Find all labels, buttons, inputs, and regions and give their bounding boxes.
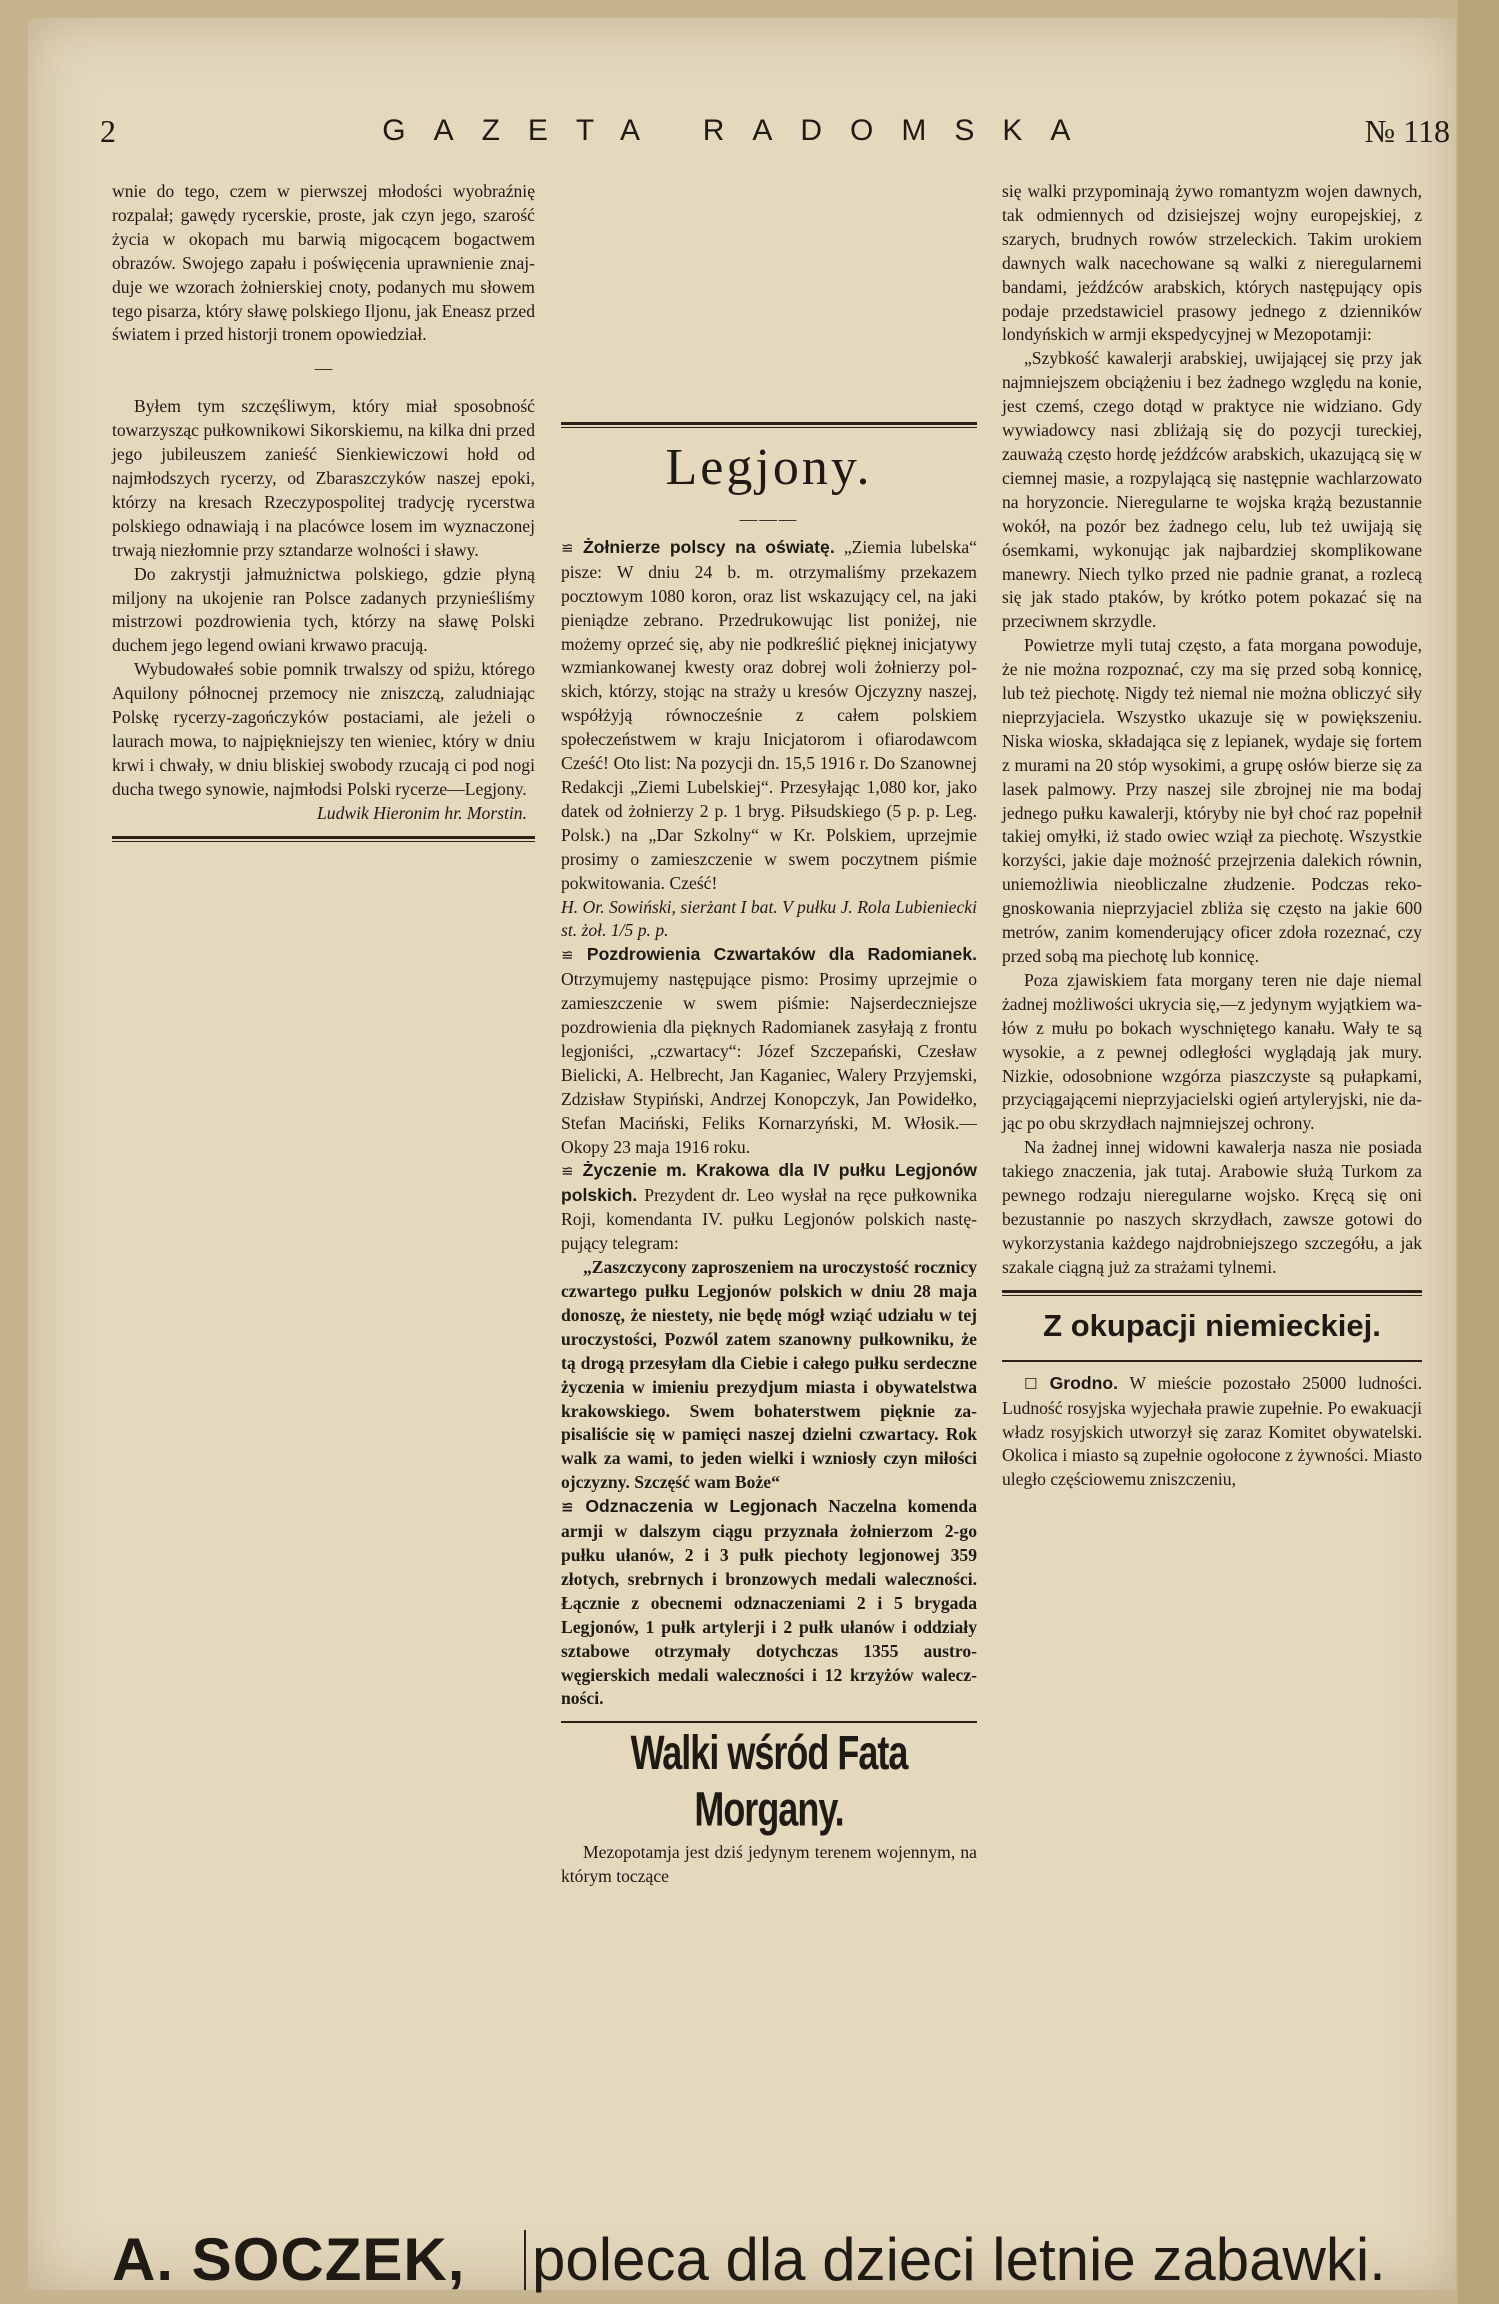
news-text: „Ziemia lubelska“ pisze: W dniu 24 b. m. otrzymaliśmy przekazem pocztowym 1080 koron, oraz list wskazujący cel, na jaki pieniądze zebrano. Przedrukowując list poniżej, nie możemy oprzeć się, aby nie podkreślić pięknej inicjatywy wzmiankowanej kwesty oraz dobrej woli żołnierzy polskich, którzy, stojąc na straży u kresów Ojczyzny naszej, współżyją równocześnie z całem polskiem społeczeństwem w kraju Inicjatorom i ofiarodawcom Cześć! Oto list: Na pozycji dn. 15,5 1916 r. Do Szanownej Redakcji „Ziemi Lubelskiej“. Przesyłając 1,080 kor, jako datek od żołnierzy 2 p. 1 bryg. Piłsudskiego (5 p. p. Leg. Polsk.) na „Dar Szkolny“ w Kr. Polskiem, uprzejmie prosimy o zamieszczenie w swem poczytnem piśmie pokwitowania. Cześć!: [561, 536, 977, 893]
section-rule: [1002, 1290, 1422, 1296]
column-left: [112, 180, 535, 852]
article-paragraph: Mezopotamja jest dziś jedynym terenem wojennym, na którym toczące: [561, 1842, 977, 1887]
article-paragraph: się walki przypominają żywo romantyzm wojen dawnych, tak odmiennych od dzisiejszej wojny europejskiej, z szarych, brudnych rowów strzeleckich. Takim urokiem dawnych walk nacechowane są walki z nieregularnemi bandami, jeźdźców arabskich, których następujący opis podaje przedstawiciel prasowy jednego z dzienników londyńskich w armji ekspedycyjnej w Mezopotamji:: [1002, 181, 1422, 345]
telegram-quote: „Zaszczycony zaproszeniem na uroczystość rocznicy czwartego pułku Legjonów polskich w dniu 28 maja donoszę, że niestety, nie będę mógł wziąć udziału w tej uroczystości, Pozwól zatem szanowny pułkowniku, że tą drogą przesyłam dla Ciebie i całego pułku serdeczne życzenia w imieniu prezydjum miasta i obywatelstwa krakowskiego. Swem bohaterstwem pięknie zapisaliście się w pamięci naszej dzielni czwartacy. Rok walk za wami, to jeden wielki i wzniosły czyn miłości ojczyzny. Szczęść wam Boże“: [561, 1257, 977, 1493]
section-rule: [1002, 1360, 1422, 1362]
paragraph-mark-icon: ≌: [561, 1162, 583, 1181]
advert-brand: A. SOCZEK,: [112, 2226, 466, 2293]
masthead: [100, 106, 1450, 156]
article-paragraph: Wybudowałeś sobie pomnik trwalszy od spiżu, którego Aquilony północnej przemocy nie zniszczą, zaludniając Polskę rycerzy-zagończyków postaciami, ale jeżeli o laurach mowa, to najpiękniejszy ten wieniec, który w dniu krwi i chwały, w dniu bliskiej swobody rzucają ci pod nogi ducha twego synowie, najmłodsi Polski rycerze—Legjony.: [112, 659, 535, 799]
article-paragraph: Powietrze myli tutaj często, a fata morgana powoduje, że nie można rozpoznać, czy ma się przed sobą konnicę, lub też piechotę. Nigdy też niemal nie można obliczyć siły nieprzyjaciela. Wszystko ukazuje się w powiększeniu. Niska wioska, składająca się z lepianek, wydaje się fortem z murami na 20 stóp wysokimi, a grupę osłów bierze się za lasek palmowy. Przy naszej sile zbrojnej nie ma bodaj jednego pułku kawalerji, któryby nie był choć raz popełnił takiej omyłki, iż stado owiec wziął za piechotę. Wszystkie korzyści, jakie daje możność przejrzenia dalekich równin, uniemożliwia nieobliczalne złudzenie. Podczas rekognoskowania nieprzyjaciel zbliża się często na jakie 600 metrów, zanim komenderujący oficer zdoła rozeznać, czy przed sobą ma piechotę lub konnicę.: [1002, 635, 1422, 966]
column-rule: [112, 836, 535, 842]
advert-tagline: poleca dla dzieci letnie zabawki.: [532, 2226, 1386, 2293]
news-lead: Odznaczenia w Legjonach: [585, 1496, 818, 1517]
article-signature: Ludwik Hieronim hr. Morstin.: [317, 802, 527, 823]
news-lead: Pozdrowienia Czwartaków dla Radomianek.: [586, 944, 977, 965]
article-paragraph: wnie do tego, czem w pierwszej młodości wyobraźnię rozpalał; gawędy rycerskie, proste, jak czyn jego, szarość życia w okopach mu barwią migocącem bogactwem obrazów. Swojego zapału i poświęcenia uprawnienie znajduje we wzorach żołnierskiej cnoty, podanych mu słowem tego pisarza, który sławę polskiego Iljonu, jak Eneasz przed światem i przed historji tronem opowiedział.: [112, 181, 535, 345]
paragraph-mark-icon: ≌: [561, 946, 587, 965]
news-text: W mieście pozostało 25000 ludności. Ludność rosyjska wyjechała prawie zupełnie. Po ewakuacji władz rosyjskich utworzył się zaraz Komitet obywatelski. Okolica i miasto są zupełnie ogołocone z żywności. Miasto uległo częściowemu zniszczeniu,: [1002, 1372, 1422, 1490]
section-headline: Legjony.: [665, 439, 873, 496]
section-dash: —: [314, 358, 333, 379]
news-lead: Żołnierze polscy na oświatę.: [583, 536, 835, 557]
news-lead: Życzenie m. Krakowa dla IV pułku Legjonów polskich.: [561, 1160, 977, 1206]
issue-number: № 118: [1364, 112, 1450, 149]
section-headline: Z okupacji niemieckiej.: [1043, 1307, 1381, 1343]
article-paragraph: Na żadnej innej widowni kawalerja nasza nie posiada takiego znaczenia, jak tutaj. Arabowie służą Turkom za pewnego rodzaju nieregularne wojsko. Kręcą się oni bezustannie po naszych skrzydłach, zawsze gotowi do wykorzystania każdego najdrobniejszego szczegółu, a jak szakale ciągną już za strażami tylnemi.: [1002, 1137, 1422, 1277]
article-paragraph: Do zakrystji jałmużnictwa polskiego, gdzie płyną miljony na ukojenie ran Polsce zadanych przynieśliśmy mistrzowi pozdrowienia tych, którzy na sławę Polski duchem jego legend owiani krwawo pracują.: [112, 563, 535, 656]
article-paragraph: Poza zjawiskiem fata morgany teren nie daje niemal żadnej możliwości ukrycia się,—z jedynym wyjątkiem wałów z mułu po bokach wyschniętego kanału. Wały te są wysokie, a z pewnej odległości wyglądają jak mury. Nizkie, odosobnione wzgórza piaszczyste są pułapkami, przyciągającemi nieprzyjacielski ogień artyleryjski, nie dając po obu skrzydłach najmniejszej ochrony.: [1002, 969, 1422, 1134]
adjacent-page-edge: [1458, 0, 1499, 2304]
news-text: Prezydent dr. Leo wysłał na ręce pułkownika Roji, komendanta IV. pułku Legjonów polskich następujący telegram:: [561, 1185, 977, 1254]
ornament-divider: ―――: [739, 509, 799, 529]
checkbox-mark-icon: ☐: [1024, 1374, 1050, 1393]
paragraph-mark-icon: ≌: [561, 1498, 586, 1517]
column-right: [1002, 180, 1422, 1492]
news-signature: H. Or. Sowiński, sierżant I bat. V pułku J. Rola Lubieniecki st. żoł. 1/5 p. p.: [561, 896, 977, 941]
column-middle: [561, 180, 977, 1889]
news-text: Otrzymujemy następujące pismo: Prosimy uprzejmie o zamieszczenie w swem piśmie: Najserdeczniejsze pozdrowienia dla pięknych Radomianek zasyłają z frontu legjoniści, „czwartacy“: Józef Szczepański, Czesław Bielicki, A. Helbrecht, Jan Kaganiec, Walery Przyjemski, Zdzisław Stypiński, Andrzej Konopczyk, Jan Powidełko, Stefan Maciński, Feliks Kornarzyński, M. Włosik.—Okopy 23 maja 1916 roku.: [561, 969, 977, 1157]
article-paragraph: Byłem tym szczęśliwym, który miał sposobność towarzysząc pułkownikowi Sikorskiemu, na kilka dni przed jego jubileuszem zanieść Sienkiewiczowi hołd od najmłodszych rycerzy, od Zbaraszczyków naszej epoki, którzy na kresach Rzeczypospolitej tradycję rycerstwa polskiego odnawiają i na placówce losem im wyznaczonej trwają niezłomnie przy sztandarze wolności i sławy.: [112, 396, 535, 560]
advertisement-banner: [112, 2226, 1422, 2294]
newspaper-title: GAZETA RADOMSKA: [382, 114, 1099, 147]
paragraph-mark-icon: ≌: [561, 538, 584, 557]
section-rule: [561, 1721, 977, 1723]
page-number: 2: [100, 112, 116, 149]
article-headline: Walki wśród Fata Morgany.: [630, 1724, 908, 1837]
news-lead: Grodno.: [1049, 1372, 1119, 1393]
news-text: Naczelna komenda armji w dalszym ciągu przyznała żołnierzom 2-go pułku ułanów, 2 i 3 pułk piechoty legjonowej 359 złotych, srebrnych i bronzowych medali waleczności. Łącznie z obecnemi odznaczeniami 2 i 5 brygada Legjonów, 1 pułk artylerji i 2 pułk ułanów i oddziały sztabowe otrzymały dotychczas 1355 austro-węgierskich medali waleczności i 12 krzyżów waleczności.: [561, 1496, 977, 1709]
article-paragraph: „Szybkość kawalerji arabskiej, uwijającej się przy jak najmniejszem obciążeniu i bez żadnego względu na konie, jest czemś, czego dotąd w praktyce nie widziano. Gdy wywiadowcy nasi zbliżają się do pozycji tureckiej, zauważą często hordę jeźdźców arabskich, ukazującą się w ciemnej masie, a rozpylającą się następnie wachlarzowato na horyzoncie. Nieregularne te wojska krążą bezustannie wokół, na pozór bez żadnego celu, lub też uwijają się ósemkami, wykonując jak najbardziej skomplikowane manewry. Niech tylko przed nie padnie granat, a rozlecą się jak stado ptaków, by krótko potem pokazać się na przeciwnem skrzydle.: [1002, 348, 1422, 632]
section-rule: [561, 422, 977, 428]
